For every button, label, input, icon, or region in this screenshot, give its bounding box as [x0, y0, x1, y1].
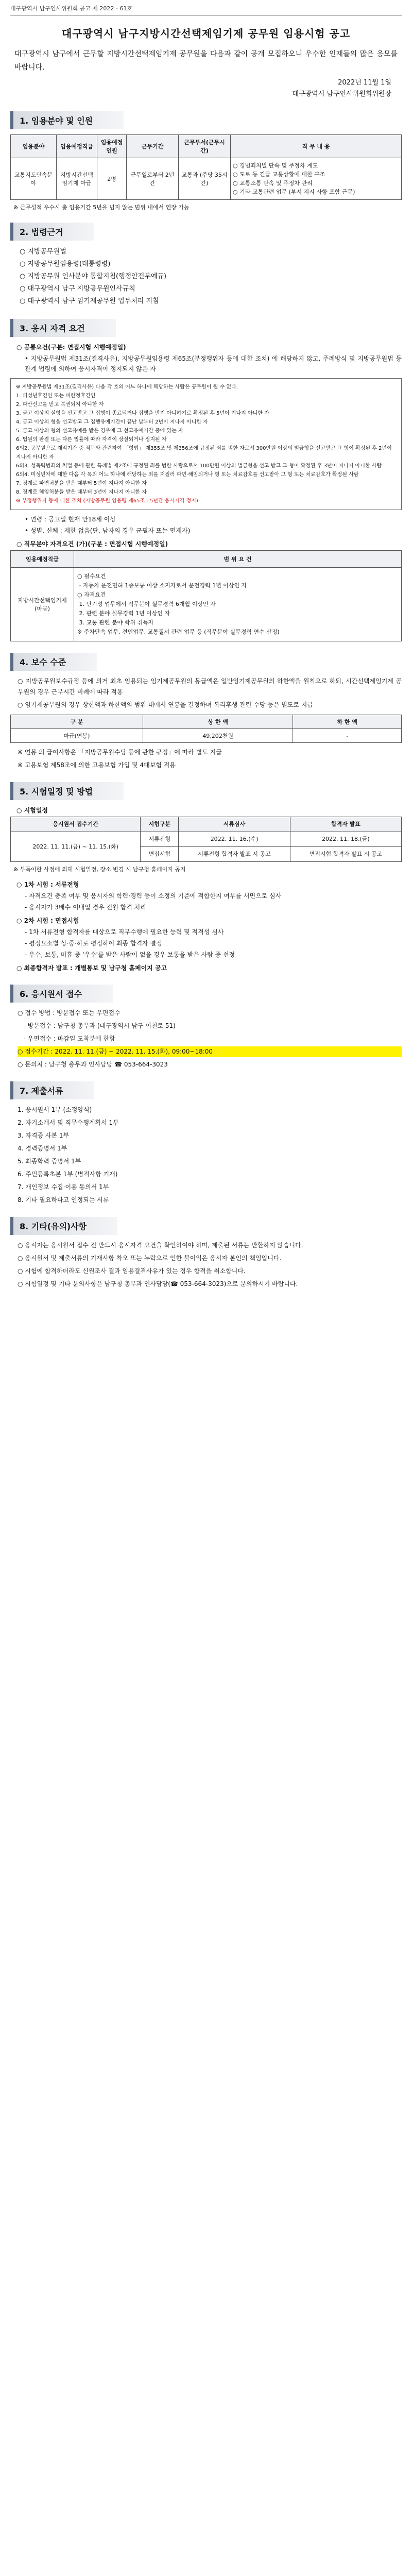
document-item: 1. 응시원서 1부 (소정양식): [18, 1106, 92, 1113]
application-item: ○ 접수 방법 : 방문접수 또는 우편접수: [18, 1009, 121, 1016]
col-header: 응시원서 접수기간: [11, 817, 141, 832]
box-line: 1. 피성년후견인 또는 피한정후견인: [16, 393, 96, 399]
col-header: 하 한 액: [293, 715, 402, 729]
box-red-line: ※ 부정행위자 등에 대한 조치 (지방공무원 임용령 제65조 : 5년간 응시자격 정지): [16, 498, 198, 504]
table-row: [11, 832, 402, 847]
section-eligibility: [10, 319, 402, 337]
col-header: 구 분: [11, 715, 143, 729]
document-item: 5. 최종학력 증명서 1부: [18, 1158, 81, 1165]
cell-period: 근무일로부터 2년간: [127, 158, 179, 200]
col-header: 서류심사: [179, 817, 290, 832]
application-item: - 우편접수 : 마감일 도착분에 한함: [18, 1035, 115, 1042]
box-line: 3. 금고 이상의 실형을 선고받고 그 집행이 종료되거나 집행을 받지 아니하기로 확정된 후 5년이 지나지 아니한 자: [16, 411, 269, 416]
box-line: 6의4. 미성년자에 대한 다음 각 목의 어느 하나에 해당하는 죄를 저질러 파면·해임되거나 형 또는 치료감호를 선고받아 그 형 또는 치료감호가 확정된 사람: [16, 472, 359, 478]
application-item: ○ 접수기간 : 2022. 11. 11.(금) ~ 2022. 11. 15.(화), 09:00~18:00: [18, 1046, 402, 1057]
cell-requirements: ○ 필수요건 - 자동차 운전면허 1종보통 이상 소지자로서 운전경력 1년 이상인 자 ○ 자격요건 1. 단기성 업무에서 직무분야 실무경력 6개월 이상인 자 2. 관련 분야 실무경력 1년 이상인 자 3. 교통 관련 분야 학위 취득자 ※ 주차단속 업무, 견인업무, 교통질서 관련 업무 등 (직무분야 실무경력 연수 산정): [74, 568, 402, 641]
notice-date: 2022년 11월 1일: [338, 79, 391, 87]
section-pay: [10, 653, 402, 671]
cell-dept: 교통과 (주당 35시간): [179, 158, 231, 200]
signer: 대구광역시 남구인사위원회위원장: [292, 90, 391, 98]
box-line: 5. 금고 이상의 형의 선고유예를 받은 경우에 그 선고유예기간 중에 있는 자: [16, 428, 183, 434]
col-header: 범 위 요 건: [74, 551, 402, 568]
list-item: ○ 지방공무원임용령(대통령령): [20, 260, 111, 268]
method-2-title: ○ 2차 시험 : 면접시험: [16, 917, 79, 924]
method-3-title: ○ 최종합격자 발표 : 개별통보 및 남구청 홈페이지 공고: [16, 964, 167, 972]
document-item: 2. 자기소개서 및 직무수행계획서 1부: [18, 1119, 119, 1126]
col-header: 임용예정직급: [11, 551, 74, 568]
col-header: 직 무 내 용: [231, 135, 402, 158]
box-line: 7. 징계로 파면처분을 받은 때부터 5년이 지나지 아니한 자: [16, 481, 147, 486]
gender-line: • 성별, 신체 : 제한 없음(단, 남자의 경우 군필자 또는 면제자): [25, 527, 191, 534]
document-item: 6. 주민등록초본 1부 (병적사항 기재): [18, 1171, 118, 1178]
table-header-row: [11, 551, 402, 568]
list-item: ○ 대구광역시 남구 임기제공무원 업무처리 지침: [20, 297, 159, 305]
application-item: - 방문접수 : 남구청 총무과 (대구광역시 남구 이천로 51): [18, 1022, 176, 1029]
schedule-subtitle: ○ 시험일정: [16, 807, 48, 814]
table-cell: -: [293, 729, 402, 743]
notice-page: [10, 0, 402, 1290]
application-item: ○ 문의처 : 남구청 총무과 인사담당 ☎ 053-664-3023: [18, 1061, 168, 1068]
disqualification-box: [10, 378, 402, 510]
box-line: 8. 징계로 해임처분을 받은 때부터 3년이 지나지 아니한 자: [16, 489, 147, 495]
table-row: [11, 568, 402, 641]
cell-field: 교통지도단속분야: [11, 158, 57, 200]
document-item: 8. 기타 필요하다고 인정되는 서류: [18, 1196, 109, 1204]
section-heading: 5. 시험일정 및 방법: [10, 782, 124, 800]
requirement-title: ○ 직무분야 자격요건 (가)(구분 : 면접시험 시행예정일): [16, 540, 168, 548]
schedule-table: [10, 817, 402, 862]
list-item: ○ 지방공무원 인사분야 통합지침(행정안전부예규): [20, 273, 167, 280]
list-item: ○ 지방공무원법: [20, 248, 66, 256]
table-cell: 49,202천원: [143, 729, 293, 743]
common-req-title: ○ 공통요건(구분: 면접시험 시행예정일): [16, 344, 126, 351]
box-line: 2. 파산선고를 받고 복권되지 아니한 자: [16, 402, 104, 408]
pay-para: ○ 임기제공무원의 경우 상한액과 하한액의 범위 내에서 연봉을 결정하며 복리후생 관련 수당 등은 별도로 지급: [18, 701, 313, 708]
col-header: 시험구분: [141, 817, 179, 832]
page-title: 대구광역시 남구지방시간선택제임기제 공무원 임용시험 공고: [61, 27, 351, 40]
col-header: 근무기간: [127, 135, 179, 158]
pay-table: [10, 715, 402, 743]
table-row: [11, 158, 402, 200]
box-line: 6의3. 성폭력범죄의 처벌 등에 관한 특례법 제2조에 규정된 죄를 범한 사람으로서 100만원 이상의 벌금형을 선고 받고 그 형이 확정된 후 3년이 지나지 아니한 사람: [16, 463, 382, 469]
col-header: 임용예정직급: [57, 135, 97, 158]
schedule-note: ※ 부득이한 사정에 의해 시험일정, 장소 변경 시 남구청 홈페이지 공지: [13, 866, 186, 873]
table-cell: 2022. 11. 18.(금): [290, 832, 401, 847]
age-line: • 연령 : 공고일 현재 만18세 이상: [25, 516, 116, 523]
notes-item: ○ 시험일정 및 기타 문의사항은 남구청 총무과 인사담당(☎ 053-664-3023)으로 문의하시기 바랍니다.: [18, 1280, 298, 1287]
table-header-row: [11, 715, 402, 729]
method-2-item: - 우수, 보통, 미흡 중 '우수'를 받은 사람이 없을 경우 보통을 받은 사람 중 선정: [25, 951, 235, 958]
list-item: ○ 대구광역시 남구 지방공무원인사규칙: [20, 285, 135, 293]
section-heading: 6. 응시원서 접수: [10, 985, 113, 1003]
cell-grade: 지방시간선택임기제 마급: [57, 158, 97, 200]
notes-item: ○ 응시원서 및 제출서류의 기재사항 착오 또는 누락으로 인한 불이익은 응시자 본인의 책임입니다.: [18, 1255, 282, 1262]
section-heading: 7. 제출서류: [10, 1081, 94, 1099]
intro-text: 대구광역시 남구에서 근무할 지방시간선택제임기제 공무원을 다음과 같이 공개 모집하오니 우수한 인재들의 많은 응모를 바랍니다.: [14, 50, 398, 72]
table-header-row: [11, 135, 402, 158]
method-1-item: - 자격요건 충족 여부 및 응시자의 학력·경력 등이 소정의 기준에 적합한지 여부를 서면으로 심사: [25, 892, 282, 900]
method-2-item: - 1차 서류전형 합격자를 대상으로 직무수행에 필요한 능력 및 적격성 심사: [25, 928, 224, 936]
box-line: ※ 지방공무원법 제31조(결격사유) 다음 각 호의 어느 하나에 해당하는 사람은 공무원이 될 수 없다.: [16, 384, 238, 390]
date-signature: [10, 77, 402, 100]
section-documents: [10, 1081, 402, 1099]
pay-para: ※ 연봉 외 급여사항은 「지방공무원수당 등에 관한 규정」에 따라 별도 지급: [18, 749, 222, 756]
col-header: 합격자 발표: [290, 817, 401, 832]
table-cell: 면접시험: [141, 847, 179, 862]
document-item: 3. 자격증 사본 1부: [18, 1132, 70, 1139]
law-list: [10, 246, 402, 308]
recruitment-table: [10, 134, 402, 200]
common-req-body: • 지방공무원법 제31조(결격사유), 지방공무원임용령 제65조(부정행위자 등에 대한 조치) 에 해당하지 않고, 주례방식 및 지방공무원법 등 관계 법령에 의하여 응시자격이 정지되지 않은 자: [25, 355, 402, 372]
requirement-table: [10, 550, 402, 641]
cell-grade: 지방시간선택임기제 (마급): [11, 568, 74, 641]
table-cell: 서류전형 합격자 발표 시 공고: [179, 847, 290, 862]
section-notes: [10, 1217, 402, 1235]
box-line: 4. 금고 이상의 형을 선고받고 그 집행유예기간이 끝난 날부터 2년이 지나지 아니한 자: [16, 419, 208, 425]
notice-number: 대구광역시 남구인사위원회 공고 제 2022 - 61호: [10, 3, 402, 16]
section-recruitment: [10, 111, 402, 129]
section-legal: [10, 223, 402, 241]
method-2-item: - 평정요소별 상·중·하로 평정하여 최종 합격자 결정: [25, 940, 162, 947]
col-header: 임용예정인원: [97, 135, 127, 158]
col-header: 임용분야: [11, 135, 57, 158]
cell-duties: ○ 경범죄처벌 단속 및 주정차 계도 ○ 도로 등 긴급 교통상황에 대한 구조 ○ 교통소통 단속 및 주정차 관리 ○ 기타 교통관련 업무 (부서 지시 사항 포함 근무): [231, 158, 402, 200]
table-row: [11, 729, 402, 743]
section-heading: 8. 기타(유의)사항: [10, 1217, 117, 1235]
method-1-title: ○ 1차 시험 : 서류전형: [16, 881, 79, 888]
document-item: 7. 개인정보 수집·이용 동의서 1부: [18, 1183, 109, 1191]
section-heading: 4. 보수 수준: [10, 653, 97, 671]
section-heading: 1. 임용분야 및 인원: [10, 111, 124, 129]
table-cell: 면접시험 합격자 발표 시 공고: [290, 847, 401, 862]
notes-item: ○ 응시자는 응시원서 접수 전 반드시 응시자격 요건을 확인하여야 하며, 제출된 서류는 반환하지 않습니다.: [18, 1242, 303, 1249]
recruitment-note: ※ 근무성적 우수시 총 임용기간 5년을 넘지 않는 범위 내에서 연장 가능: [13, 204, 190, 211]
method-1-item: - 응시자가 3배수 이내일 경우 전원 합격 처리: [25, 904, 146, 911]
table-cell: 2022. 11. 11.(금) ~ 11. 15.(화): [11, 832, 141, 862]
pay-para: ○ 지방공무원보수규정 등에 의거 최초 임용되는 임기제공무원의 봉급액은 일반임기제공무원의 하한액을 원칙으로 하되, 시간선택제임기제 공무원의 경우 근무시간 비례에 따라 적용: [18, 677, 402, 696]
cell-count: 2명: [97, 158, 127, 200]
col-header: 근무부서(근무시간): [179, 135, 231, 158]
section-application: [10, 985, 402, 1003]
table-cell: 2022. 11. 16.(수): [179, 832, 290, 847]
section-heading: 2. 법령근거: [10, 223, 94, 241]
table-cell: 서류전형: [141, 832, 179, 847]
table-cell: 마급(연봉): [11, 729, 143, 743]
box-line: 6. 법원의 판결 또는 다른 법률에 따라 자격이 상실되거나 정지된 자: [16, 437, 167, 443]
table-header-row: [11, 817, 402, 832]
box-line: 6의2. 공무원으로 재직기간 중 직무와 관련하여 「형법」 제355조 및 제356조에 규정된 죄를 범한 자로서 300만원 이상의 벌금형을 선고받고 그 형이 확정된 후 2년이 지나지 아니한 자: [16, 446, 393, 460]
col-header: 상 한 액: [143, 715, 293, 729]
section-heading: 3. 응시 자격 요건: [10, 319, 116, 337]
pay-para: ※ 고용보험 제58조에 의한 고용보험 가입 및 4대보험 적용: [18, 761, 176, 769]
notes-item: ○ 시험에 합격하더라도 신원조사 결과 임용결격사유가 있는 경우 합격을 취소합니다.: [18, 1267, 246, 1275]
document-item: 4. 경력증명서 1부: [18, 1145, 67, 1152]
section-schedule: [10, 782, 402, 800]
